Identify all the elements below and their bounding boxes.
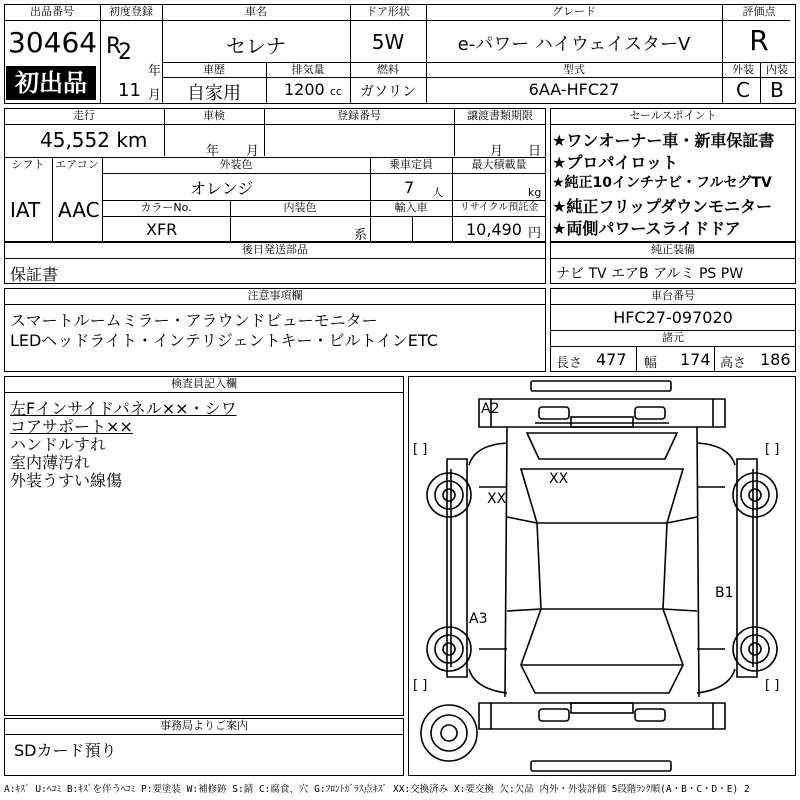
sales-point: ★ワンオーナー車・新車保証書 [552,131,775,150]
width-label: 幅 [644,356,658,371]
later-parts-value: 保証書 [10,265,59,284]
door-type: 5W [371,30,405,54]
length-value: 477 [596,350,627,369]
color-no-label: カラーNo. [140,201,192,214]
recycle-value: 10,490 [466,220,522,239]
chassis-label: 車台番号 [651,289,695,302]
max-load-label: 最大積載量 [471,158,527,171]
int-score: B [770,78,784,102]
ext-score-label: 外装 [732,63,754,76]
sales-point: ★純正フリップダウンモニター [552,197,772,216]
reg-number-label: 登録番号 [337,109,381,122]
int-color-unit: 系 [354,228,368,243]
import-label: 輸入車 [394,201,428,214]
sales-point: ★プロパイロット [552,153,679,172]
grade-label: グレード [552,5,596,18]
transfer-month-unit: 月 [490,144,504,159]
ext-color-value: オレンジ [190,179,254,198]
transfer-label: 譲渡書類期限 [467,109,533,122]
ext-color-label: 外装色 [219,158,253,171]
equipment-label: 純正装備 [651,243,695,256]
sales-point: ★純正10インチナビ・フルセグTV [552,175,772,191]
notes-line: LEDヘッドライト・インテリジェントキー・ビルトインETC [10,331,438,350]
mark-a2: A2 [481,401,500,417]
chassis-value: HFC27-097020 [613,308,733,327]
inspector-line: 室内薄汚れ [10,453,91,472]
fuel-label: 燃料 [377,63,399,76]
lot-number: 30464 [8,26,98,59]
first-reg-month-unit: 月 [148,88,162,103]
dimensions-label: 諸元 [662,331,684,344]
inspector-line: コアサポート×× [10,417,133,436]
sales-points-list [552,128,796,238]
car-name-label: 車名 [245,5,267,18]
mileage-label: 走行 [73,109,95,122]
max-load-unit: kg [528,186,542,199]
height-label: 高さ [720,356,747,371]
displacement-label: 排気量 [291,63,325,76]
bracket-mark-top-right: [ ] [765,442,780,457]
displacement-unit: cc [329,85,342,98]
displacement-number: 1200 [284,80,325,99]
mileage-value [40,128,147,152]
first-reg-year: 2 [118,40,132,65]
office-value: SDカード預り [14,741,117,760]
mark-b1: B1 [715,585,734,601]
recycle-unit: 円 [528,226,542,241]
office-label: 事務局よりご案内 [160,719,248,732]
sales-points-label: セールスポイント [629,109,717,122]
model-code-label: 型式 [563,63,585,76]
bracket-mark-bottom-left: [ ] [413,678,428,693]
int-score-label: 内装 [766,63,788,76]
mileage-unit: km [116,128,148,152]
history-value: 自家用 [187,83,241,104]
inspector-line: ハンドルすれ [10,435,107,454]
aircon-value: AAC [58,198,100,222]
fuel-value: ガソリン [360,84,416,100]
sales-point: ★両側パワースライドドア [552,219,741,238]
capacity-unit: 人 [432,186,443,199]
first-reg-year-unit: 年 [148,64,162,79]
aircon-label: エアコン [55,158,99,171]
score-label: 評価点 [742,5,776,18]
later-parts-label: 後日発送部品 [242,243,308,256]
capacity-value: 7 [404,178,415,197]
transfer-day-unit: 日 [528,144,542,159]
car-outline-diagram [409,377,795,775]
width-value: 174 [680,350,711,369]
model-code-value: 6AA-HFC27 [528,80,620,99]
bracket-mark-top-left: [ ] [413,442,428,457]
mark-xx-center: XX [549,471,569,487]
first-listing-badge: 初出品 [6,66,96,100]
first-reg-era: R [106,34,122,59]
inspection-label: 車検 [203,109,225,122]
lot-label: 出品番号 [30,5,74,18]
car-diagram [408,376,796,776]
inspection-month-unit: 月 [246,144,260,159]
inspection-year-unit: 年 [206,144,220,159]
inspector-line: 左Fインサイドパネル××・シワ [10,399,237,418]
int-color-label: 内装色 [283,201,317,214]
inspector-line: 外装うすい線傷 [10,471,123,490]
color-no-value: XFR [146,220,178,239]
legend-text: A:ｷｽﾞ U:ﾍｺﾐ B:ｷｽﾞを伴うﾍｺﾐ P:要塗装 W:補修跡 S:錆 C:腐食、穴 G:ﾌﾛﾝﾄｶﾞﾗｽ点ｷｽﾞ XX:交換済み X:要交換 欠:欠品 内外・外装評価 5段階ﾗﾝｸ順(A・B・C・D・E) 2 [4,784,750,795]
notes-line: スマートルームミラー・アラウンドビューモニター [10,311,378,330]
bracket-mark-bottom-right: [ ] [765,678,780,693]
shift-label: シフト [11,158,45,171]
capacity-label: 乗車定員 [389,158,433,171]
ext-score: C [736,78,750,102]
equipment-value: ナビ TV エアB アルミ PS PW [556,266,744,282]
length-label: 長さ [556,356,583,371]
grade-value: e-パワー ハイウェイスターV [457,34,691,55]
height-value: 186 [760,350,791,369]
car-name: セレナ [226,34,286,58]
first-reg-month: 11 [118,80,141,101]
notes-label: 注意事項欄 [247,289,303,302]
history-label: 車歴 [203,63,225,76]
shift-value: IAT [10,198,41,222]
score-value: R [749,24,769,57]
inspector-label: 検査員記入欄 [171,377,237,390]
door-label: ドア形状 [366,5,410,18]
first-reg-label: 初度登録 [109,5,153,18]
mileage-number: 45,552 [40,128,110,152]
mark-a3: A3 [469,611,488,627]
displacement-value [284,80,342,99]
mark-xx-left: XX [487,491,507,507]
recycle-label: リサイクル預託金 [459,202,539,213]
